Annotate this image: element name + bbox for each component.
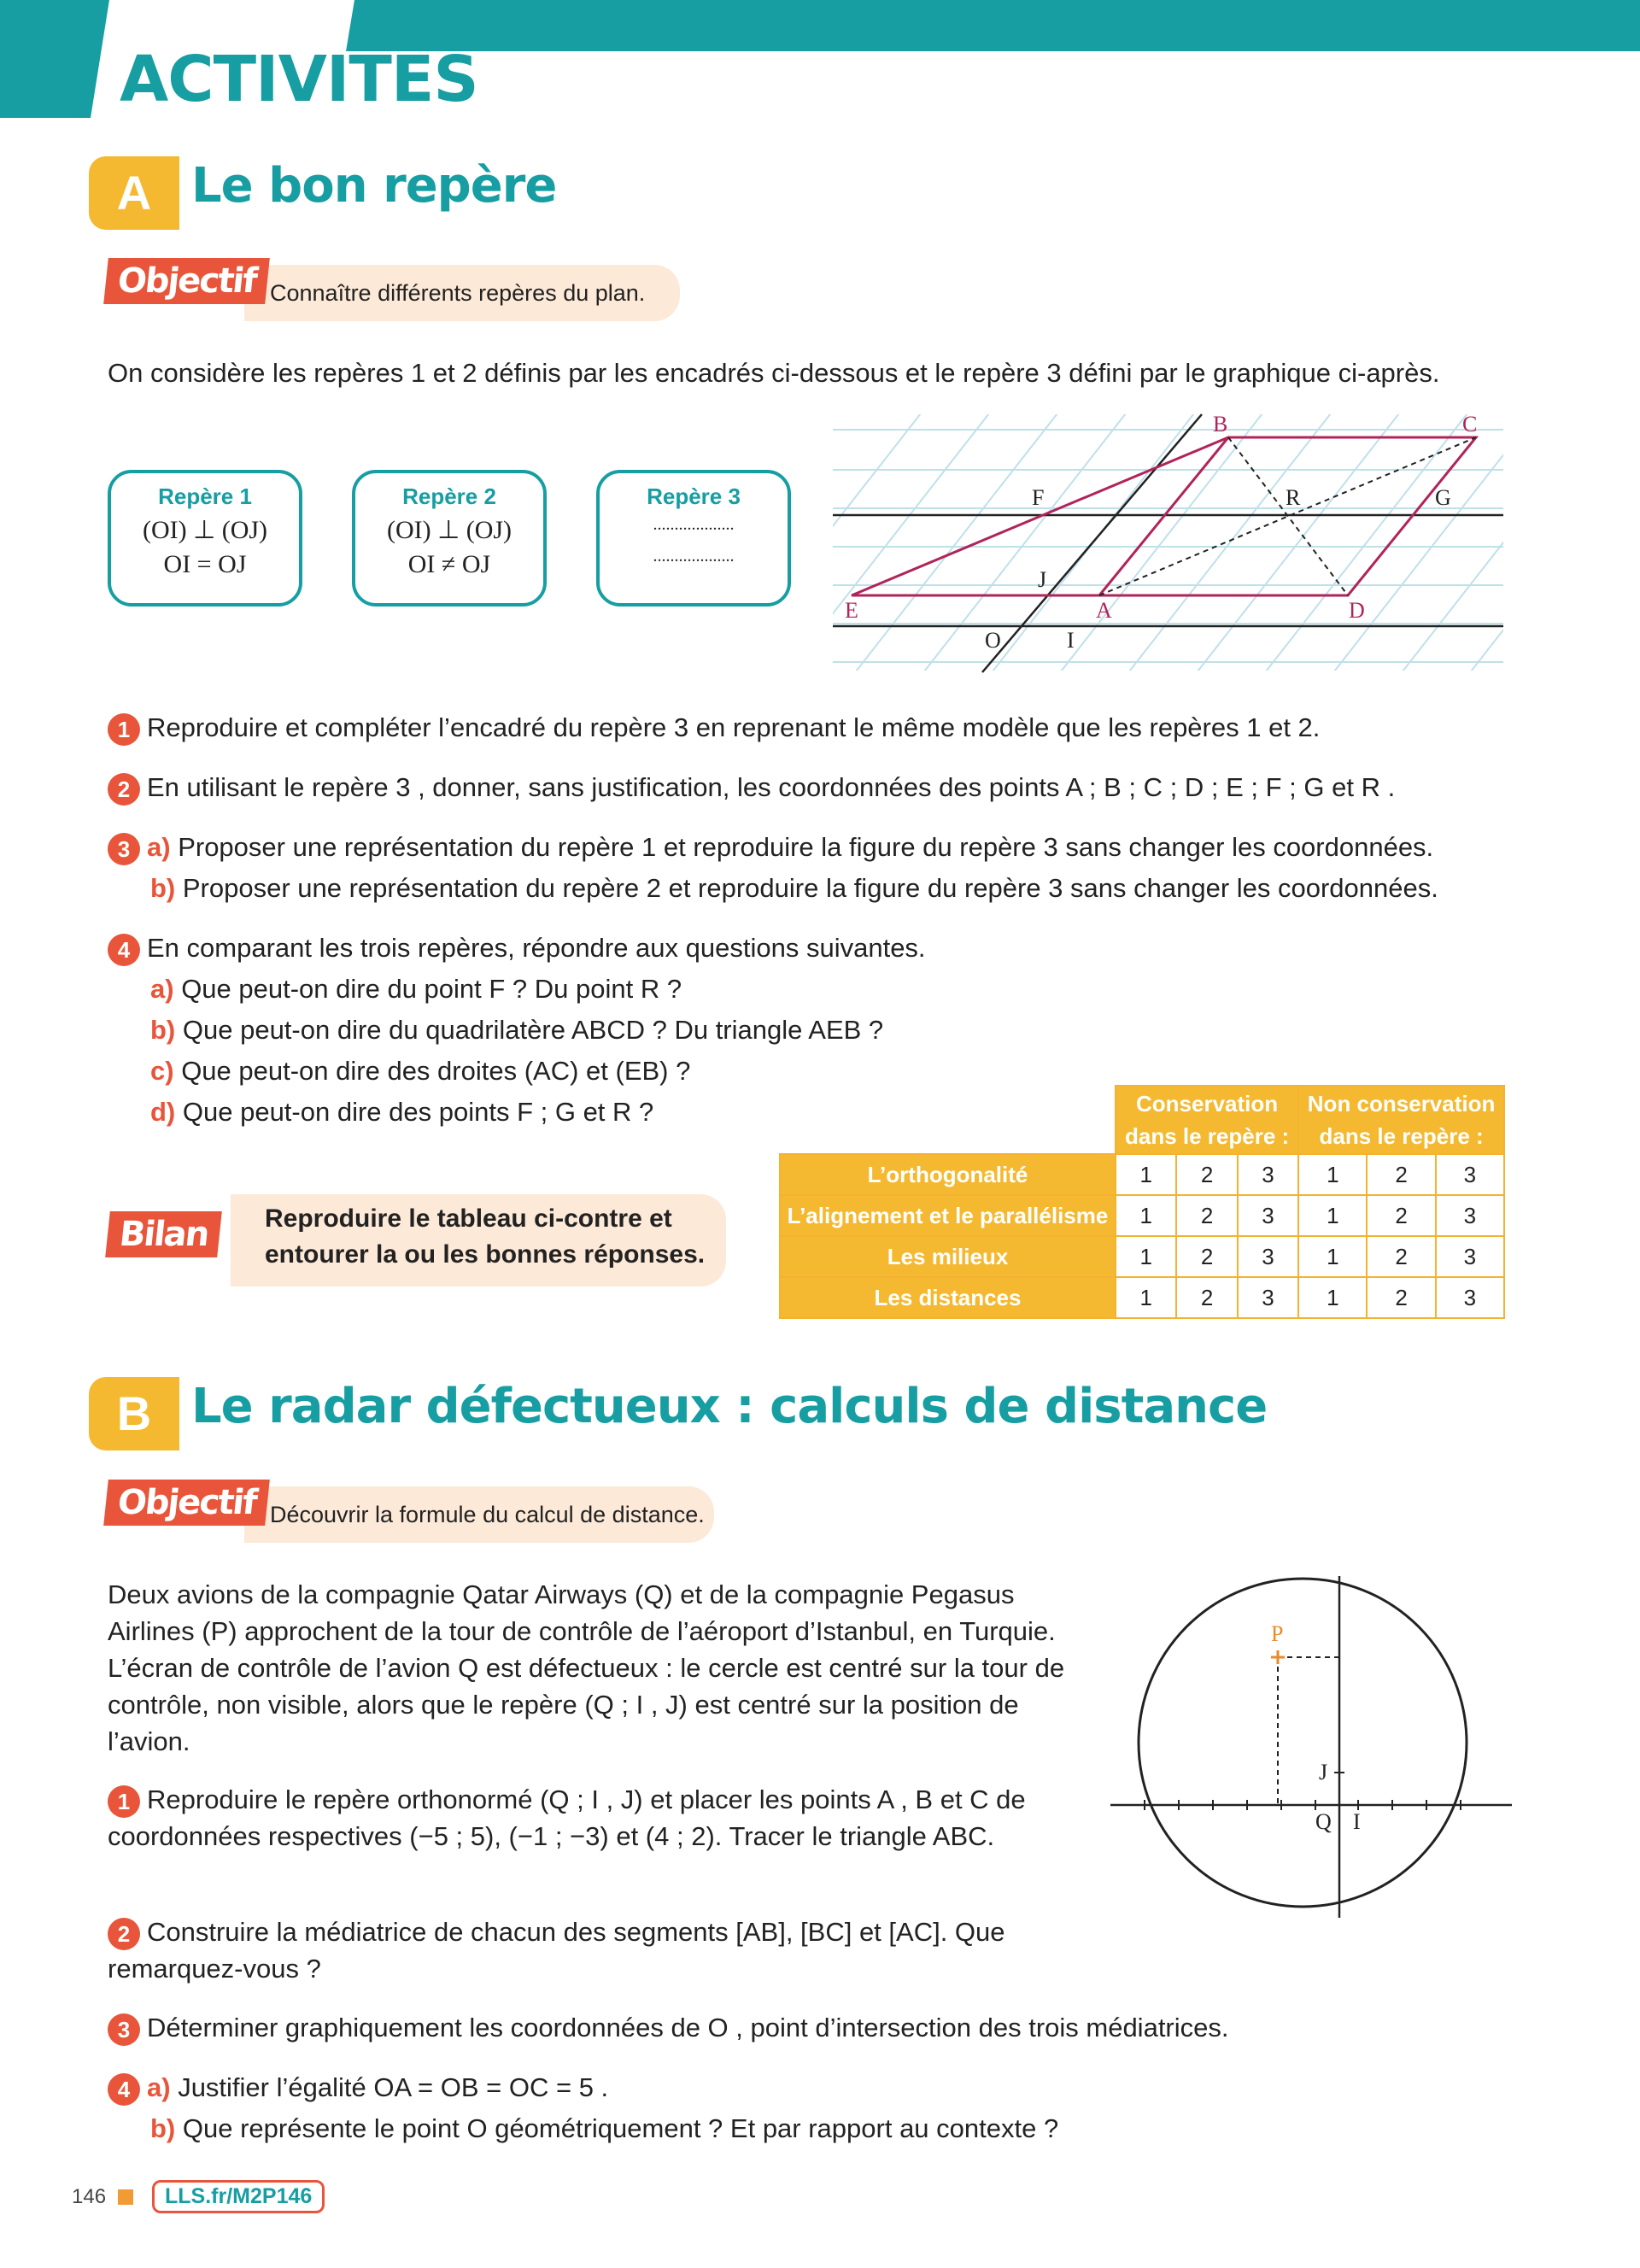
label-F: F [1032, 485, 1045, 510]
b-question-4a: 4 a) Justifier l’égalité OA = OB = OC = 5 . [108, 2069, 1560, 2106]
a-question-4d: d) Que peut-on dire des points F ; G et R ? [150, 1097, 654, 1127]
properties-table [779, 1085, 1505, 1319]
repere-1-box: Repère 1 (OI) ⊥ (OJ) OI = OJ [108, 470, 302, 607]
a-question-4b: b) Que peut-on dire du quadrilatère ABCD ? Du triangle AEB ? [150, 1015, 884, 1045]
label-R: R [1286, 485, 1301, 510]
label-J: J [1038, 567, 1047, 592]
page-number: 146 [72, 2185, 107, 2208]
label-J-radar: J [1319, 1760, 1328, 1785]
table-row: L’alignement et le parallélisme 1 2 3 1 2 3 [780, 1195, 1504, 1236]
a-question-2: 2 En utilisant le repère 3 , donner, sans justification, les coordonnées des points A ; B ; C ; D ; E ; F ; G et R . [108, 769, 1560, 806]
label-C: C [1462, 412, 1478, 437]
section-b-badge: B [89, 1377, 179, 1450]
label-I: I [1067, 628, 1075, 653]
footer-link[interactable]: LLS.fr/M2P146 [152, 2180, 325, 2213]
repere-3-box: Repère 3 ................... ................... [596, 470, 791, 607]
section-b-title: Le radar défectueux : calculs de distance [191, 1379, 1268, 1434]
label-E: E [845, 598, 858, 623]
repere-2-box: Repère 2 (OI) ⊥ (OJ) OI ≠ OJ [352, 470, 547, 607]
section-a-badge: A [89, 156, 179, 230]
label-I-radar: I [1353, 1809, 1361, 1834]
a-question-4c: c) Que peut-on dire des droites (AC) et (EB) ? [150, 1056, 691, 1086]
b-question-1: 1 Reproduire le repère orthonormé (Q ; I , J) et placer les points A , B et C de coordonnées respectives (−5 ; 5), (−1 ; −3) et (4 ; 2). Tracer le triangle ABC. [108, 1785, 1026, 1851]
label-A: A [1096, 598, 1112, 623]
label-P: P [1271, 1621, 1284, 1646]
bilan-tag: Bilan [105, 1211, 222, 1257]
a-question-1: 1 Reproduire et compléter l’encadré du repère 3 en reprenant le même modèle que les repères 1 et 2. [108, 709, 1560, 746]
label-D: D [1349, 598, 1365, 623]
footer-square [118, 2189, 133, 2205]
objective-b-tag: Objectif [103, 1480, 270, 1526]
b-question-3: 3 Déterminer graphiquement les coordonnées de O , point d’intersection des trois médiatrices. [108, 2009, 1560, 2046]
table-header-conservation: Conservation dans le repère : [1116, 1086, 1298, 1154]
label-G: G [1435, 485, 1451, 510]
a-question-3a: 3 a) Proposer une représentation du repère 1 et reproduire la figure du repère 3 sans changer les coordonnées. [108, 829, 1560, 865]
objective-a-tag: Objectif [103, 258, 270, 304]
b-question-4b: b) Que représente le point O géométriquement ? Et par rapport au contexte ? [150, 2113, 1059, 2143]
bilan-text: Reproduire le tableau ci-contre et entourer la ou les bonnes réponses. [231, 1194, 726, 1286]
label-B: B [1213, 412, 1228, 437]
section-a-intro: On considère les repères 1 et 2 définis par les encadrés ci-dessous et le repère 3 défini par le graphique ci-après. [108, 358, 1440, 388]
section-b-intro: Deux avions de la compagnie Qatar Airways (Q) et de la compagnie Pegasus Airlines (P) approchent de la tour de contrôle de l’aéroport d’Istanbul, en Turquie. L’écran de contrôle de l’avion Q est défectueux : le cercle est centré sur la tour de contrôle, non visible, alors que le repère (Q ; I , J) est centré sur la position de l’avion. [108, 1579, 1065, 1756]
section-a-title: Le bon repère [191, 158, 557, 214]
objective-b-text: Découvrir la formule du calcul de distance. [244, 1486, 714, 1543]
table-header-non-conservation: Non conservation dans le repère : [1298, 1086, 1504, 1154]
page-title: ACTIVITÉS [120, 43, 478, 116]
a-question-4a: a) Que peut-on dire du point F ? Du point R ? [150, 974, 682, 1004]
a-question-4: 4 En comparant les trois repères, répondre aux questions suivantes. [108, 929, 1560, 966]
objective-a-text: Connaître différents repères du plan. [244, 265, 680, 321]
repere-3-graph [833, 406, 1503, 679]
a-question-3b: b) Proposer une représentation du repère 2 et reproduire la figure du repère 3 sans changer les coordonnées. [150, 873, 1438, 903]
b-question-2: 2 Construire la médiatrice de chacun des segments [AB], [BC] et [AC]. Que remarquez-vous ? [108, 1917, 1005, 1984]
table-row: Les milieux 1 2 3 1 2 3 [780, 1236, 1504, 1277]
table-row: Les distances 1 2 3 1 2 3 [780, 1277, 1504, 1318]
label-O: O [985, 628, 1001, 653]
table-row: L’orthogonalité 1 2 3 1 2 3 [780, 1154, 1504, 1195]
label-Q: Q [1315, 1809, 1332, 1834]
radar-figure [1110, 1576, 1520, 1918]
